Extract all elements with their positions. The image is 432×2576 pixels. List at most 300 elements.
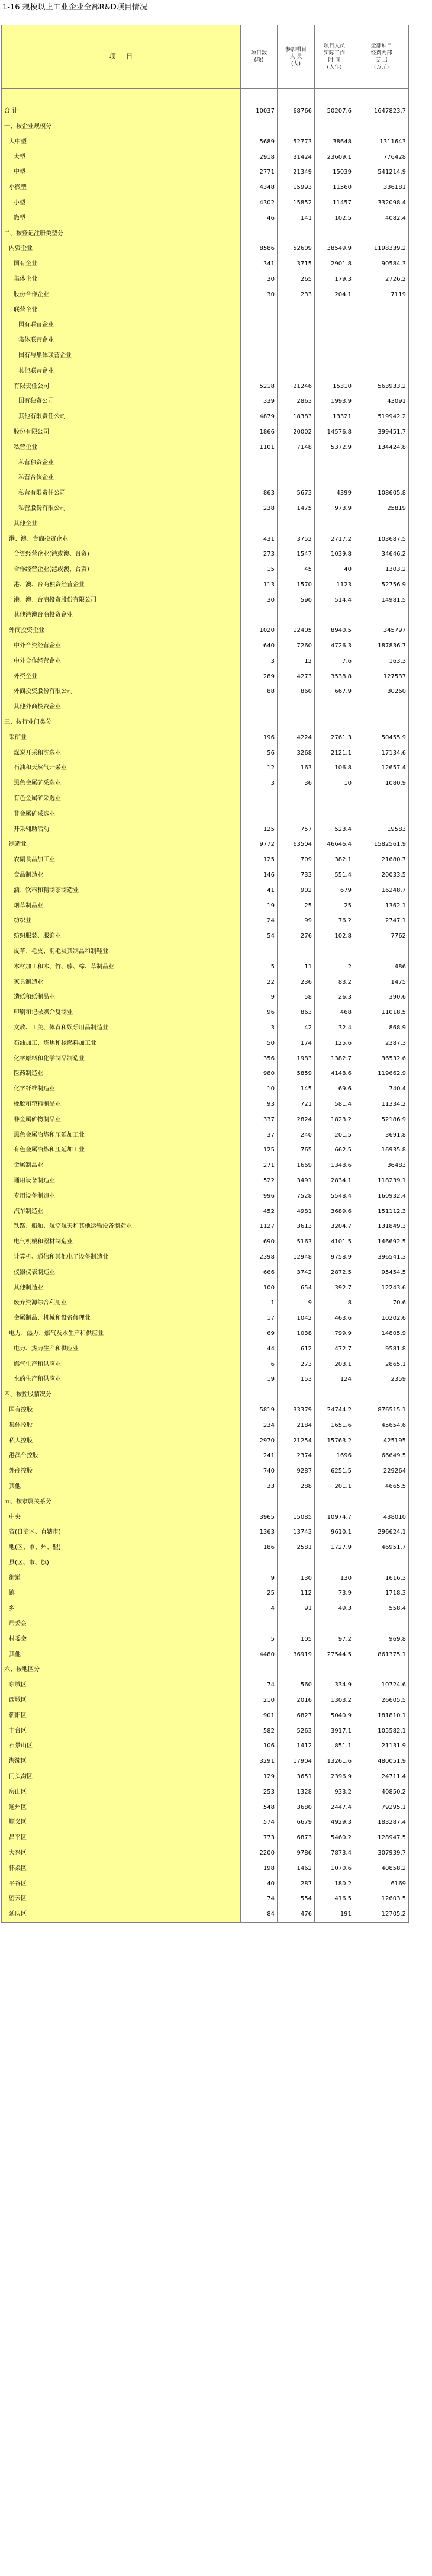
cell-expenditure: 17134.6 <box>354 746 409 761</box>
cell-project-count: 666 <box>241 1265 278 1281</box>
table-row <box>2 654 409 669</box>
section-header-row <box>2 119 409 134</box>
row-label: 采矿业 <box>2 730 241 746</box>
section-header-row <box>2 1387 409 1403</box>
cell-work-time: 2834.1 <box>315 1173 354 1189</box>
header-personnel: 参加项目 人 员 (人) <box>278 25 315 89</box>
section-label: 四、按控股情况分 <box>2 1387 241 1403</box>
spacer-cell <box>241 89 278 104</box>
table-row <box>2 1540 409 1555</box>
cell-expenditure: 14805.9 <box>354 1326 409 1342</box>
table-row <box>2 1250 409 1265</box>
cell-expenditure: 127537 <box>354 669 409 685</box>
cell-expenditure: 519942.2 <box>354 409 409 425</box>
cell-personnel: 2016 <box>278 1693 315 1708</box>
cell-expenditure: 486 <box>354 960 409 975</box>
cell-personnel: 236 <box>278 975 315 990</box>
cell-personnel: 9 <box>278 1295 315 1311</box>
cell-work-time: 32.4 <box>315 1021 354 1036</box>
cell-work-time: 1823.2 <box>315 1112 354 1128</box>
table-row <box>2 256 409 272</box>
cell-project-count <box>241 119 278 134</box>
cell-project-count: 96 <box>241 1005 278 1021</box>
cell-expenditure: 21680.7 <box>354 852 409 868</box>
table-row <box>2 700 409 715</box>
cell-expenditure: 2747.1 <box>354 914 409 929</box>
row-label: 私营独资企业 <box>2 455 241 471</box>
header-row <box>2 25 409 89</box>
cell-work-time: 13261.6 <box>315 1754 354 1769</box>
cell-project-count: 5218 <box>241 379 278 394</box>
cell-expenditure: 12603.5 <box>354 1892 409 1907</box>
cell-expenditure: 345797 <box>354 623 409 639</box>
table-row <box>2 838 409 853</box>
cell-personnel <box>278 608 315 624</box>
cell-work-time: 4101.5 <box>315 1234 354 1250</box>
row-label: 酒、饮料和精制茶制造业 <box>2 883 241 899</box>
cell-project-count: 30 <box>241 287 278 303</box>
cell-expenditure: 40858.2 <box>354 1861 409 1876</box>
row-label: 食品制造业 <box>2 868 241 883</box>
cell-expenditure: 95454.5 <box>354 1265 409 1281</box>
table-row <box>2 1173 409 1189</box>
cell-personnel: 2581 <box>278 1540 315 1555</box>
table-row <box>2 899 409 914</box>
row-label: 私营合伙企业 <box>2 470 241 486</box>
cell-project-count: 12 <box>241 761 278 777</box>
table-row <box>2 333 409 348</box>
cell-expenditure <box>354 517 409 532</box>
row-label: 电力、热力生产和供应业 <box>2 1342 241 1357</box>
cell-project-count <box>241 807 278 822</box>
cell-expenditure: 1718.3 <box>354 1586 409 1602</box>
table-row <box>2 1800 409 1815</box>
cell-work-time: 1039.8 <box>315 547 354 562</box>
table-row <box>2 1616 409 1632</box>
table-row <box>2 1265 409 1281</box>
table-row <box>2 883 409 899</box>
table-row <box>2 562 409 578</box>
row-label: 外商投资企业 <box>2 623 241 639</box>
cell-work-time: 9610.1 <box>315 1525 354 1540</box>
cell-expenditure: 10202.6 <box>354 1311 409 1326</box>
cell-personnel: 36 <box>278 776 315 791</box>
cell-personnel: 7148 <box>278 440 315 455</box>
cell-project-count: 2771 <box>241 165 278 180</box>
cell-project-count: 1866 <box>241 425 278 440</box>
table-row <box>2 593 409 608</box>
cell-work-time: 3204.7 <box>315 1219 354 1234</box>
table-row <box>2 1326 409 1342</box>
cell-work-time: 3689.6 <box>315 1204 354 1220</box>
cell-project-count: 2398 <box>241 1250 278 1265</box>
row-label: 私营有限责任公司 <box>2 486 241 501</box>
cell-project-count: 3 <box>241 1021 278 1036</box>
row-label: 其他有限责任公司 <box>2 409 241 425</box>
cell-personnel: 15852 <box>278 195 315 211</box>
row-label: 外商投资股份有限公司 <box>2 685 241 700</box>
table-row <box>2 1204 409 1220</box>
cell-work-time: 2396.9 <box>315 1769 354 1785</box>
table-row <box>2 852 409 868</box>
cell-project-count: 740 <box>241 1464 278 1479</box>
row-label: 造纸和纸制品业 <box>2 990 241 1006</box>
table-row <box>2 1785 409 1800</box>
table-row <box>2 1815 409 1831</box>
header-item: 项 目 <box>2 25 241 89</box>
cell-personnel: 68766 <box>278 104 315 119</box>
cell-personnel: 7528 <box>278 1189 315 1204</box>
cell-expenditure <box>354 700 409 715</box>
cell-personnel: 105 <box>278 1632 315 1647</box>
cell-personnel <box>278 1616 315 1632</box>
cell-project-count: 773 <box>241 1830 278 1846</box>
table-row <box>2 287 409 303</box>
cell-project-count: 41 <box>241 883 278 899</box>
cell-personnel: 3742 <box>278 1265 315 1281</box>
row-label: 石景山区 <box>2 1739 241 1754</box>
cell-personnel: 265 <box>278 272 315 287</box>
cell-expenditure: 46951.7 <box>354 1540 409 1555</box>
cell-work-time: 679 <box>315 883 354 899</box>
cell-personnel: 709 <box>278 852 315 868</box>
cell-project-count: 30 <box>241 272 278 287</box>
cell-expenditure: 24711.4 <box>354 1769 409 1785</box>
table-row <box>2 317 409 333</box>
cell-work-time: 6251.5 <box>315 1464 354 1479</box>
cell-expenditure: 43091 <box>354 394 409 409</box>
table-row <box>2 1555 409 1571</box>
cell-expenditure: 151112.3 <box>354 1204 409 1220</box>
table-row <box>2 150 409 165</box>
cell-work-time <box>315 715 354 730</box>
cell-work-time: 38648 <box>315 134 354 150</box>
cell-project-count: 234 <box>241 1418 278 1433</box>
row-label: 小微型 <box>2 180 241 195</box>
cell-work-time: 130 <box>315 1571 354 1586</box>
table-row <box>2 180 409 195</box>
row-label: 东城区 <box>2 1677 241 1693</box>
cell-work-time: 799.9 <box>315 1326 354 1342</box>
cell-project-count: 522 <box>241 1173 278 1189</box>
cell-project-count: 113 <box>241 578 278 593</box>
row-label: 港、澳、台商投资股份有限公司 <box>2 593 241 608</box>
cell-expenditure: 10724.6 <box>354 1677 409 1693</box>
cell-personnel: 1475 <box>278 501 315 517</box>
cell-work-time: 73.9 <box>315 1586 354 1602</box>
cell-project-count: 5 <box>241 1632 278 1647</box>
cell-work-time: 2447.4 <box>315 1800 354 1815</box>
cell-expenditure: 70.6 <box>354 1295 409 1311</box>
cell-project-count: 84 <box>241 1907 278 1922</box>
row-label: 文教、工美、体育和娱乐用品制造业 <box>2 1021 241 1036</box>
cell-personnel: 5859 <box>278 1067 315 1082</box>
cell-project-count: 25 <box>241 1586 278 1602</box>
header-project-count: 项目数 (项) <box>241 25 278 89</box>
cell-expenditure <box>354 470 409 486</box>
cell-personnel: 2824 <box>278 1112 315 1128</box>
cell-expenditure: 399451.7 <box>354 425 409 440</box>
cell-project-count: 46 <box>241 211 278 226</box>
row-label: 私营企业 <box>2 440 241 455</box>
table-row <box>2 501 409 517</box>
cell-personnel: 1669 <box>278 1158 315 1173</box>
table-row <box>2 639 409 654</box>
cell-personnel: 3651 <box>278 1769 315 1785</box>
cell-expenditure: 1647823.7 <box>354 104 409 119</box>
cell-project-count: 980 <box>241 1067 278 1082</box>
cell-expenditure: 425195 <box>354 1433 409 1449</box>
cell-work-time: 69.6 <box>315 1082 354 1097</box>
section-label: 三、按行业门类分 <box>2 715 241 730</box>
cell-work-time: 1070.6 <box>315 1861 354 1876</box>
cell-expenditure: 563933.2 <box>354 379 409 394</box>
cell-project-count: 2970 <box>241 1433 278 1449</box>
cell-project-count: 863 <box>241 486 278 501</box>
cell-work-time <box>315 455 354 471</box>
cell-work-time: 1382.7 <box>315 1051 354 1067</box>
cell-project-count <box>241 791 278 807</box>
cell-expenditure <box>354 715 409 730</box>
table-body <box>2 89 409 1923</box>
row-label: 其他外商投资企业 <box>2 700 241 715</box>
row-label: 仪器仪表制造业 <box>2 1265 241 1281</box>
table-row <box>2 409 409 425</box>
cell-work-time: 581.4 <box>315 1097 354 1112</box>
table-row <box>2 486 409 501</box>
cell-personnel: 52773 <box>278 134 315 150</box>
cell-project-count: 30 <box>241 593 278 608</box>
cell-project-count: 431 <box>241 532 278 547</box>
cell-work-time: 50207.6 <box>315 104 354 119</box>
section-label: 六、按地区分 <box>2 1663 241 1678</box>
row-label: 外商控股 <box>2 1464 241 1479</box>
cell-expenditure: 105582.1 <box>354 1724 409 1739</box>
cell-work-time <box>315 1387 354 1403</box>
row-label: 专用设备制造业 <box>2 1189 241 1204</box>
table-row <box>2 776 409 791</box>
cell-expenditure: 14981.5 <box>354 593 409 608</box>
cell-expenditure: 396541.3 <box>354 1250 409 1265</box>
table-row <box>2 241 409 256</box>
row-label: 电气机械和器材制造业 <box>2 1234 241 1250</box>
table-row <box>2 455 409 471</box>
cell-personnel: 7260 <box>278 639 315 654</box>
cell-project-count <box>241 455 278 471</box>
row-label: 合作经营企业(港或澳、台资) <box>2 562 241 578</box>
table-row <box>2 960 409 975</box>
cell-work-time: 8940.5 <box>315 623 354 639</box>
cell-personnel <box>278 715 315 730</box>
cell-work-time: 23609.1 <box>315 150 354 165</box>
table-row <box>2 746 409 761</box>
cell-project-count: 1020 <box>241 623 278 639</box>
cell-personnel: 654 <box>278 1281 315 1296</box>
cell-work-time: 382.1 <box>315 852 354 868</box>
cell-expenditure <box>354 791 409 807</box>
cell-personnel <box>278 455 315 471</box>
cell-expenditure: 1582561.9 <box>354 838 409 853</box>
cell-personnel: 12405 <box>278 623 315 639</box>
cell-personnel: 12 <box>278 654 315 669</box>
row-label: 延庆区 <box>2 1907 241 1922</box>
cell-expenditure <box>354 1494 409 1510</box>
cell-work-time: 27544.5 <box>315 1647 354 1663</box>
table-row <box>2 1601 409 1616</box>
table-row <box>2 578 409 593</box>
cell-project-count <box>241 333 278 348</box>
cell-expenditure <box>354 608 409 624</box>
cell-personnel: 733 <box>278 868 315 883</box>
row-label: 国有独资公司 <box>2 394 241 409</box>
cell-personnel: 141 <box>278 211 315 226</box>
cell-personnel: 757 <box>278 822 315 838</box>
cell-work-time: 40 <box>315 562 354 578</box>
cell-expenditure: 12705.2 <box>354 1907 409 1922</box>
cell-personnel: 273 <box>278 1357 315 1372</box>
table-row <box>2 1189 409 1204</box>
cell-work-time: 472.7 <box>315 1342 354 1357</box>
cell-expenditure: 45654.6 <box>354 1418 409 1433</box>
row-label: 大兴区 <box>2 1846 241 1861</box>
section-label: 二、按登记注册类型分 <box>2 226 241 242</box>
cell-work-time: 125.6 <box>315 1036 354 1051</box>
row-label: 其他港澳台商投资企业 <box>2 608 241 624</box>
cell-work-time: 13321 <box>315 409 354 425</box>
cell-project-count: 2200 <box>241 1846 278 1861</box>
cell-project-count: 901 <box>241 1708 278 1724</box>
cell-project-count: 100 <box>241 1281 278 1296</box>
cell-expenditure: 66649.5 <box>354 1448 409 1464</box>
cell-work-time: 973.9 <box>315 501 354 517</box>
row-label: 中型 <box>2 165 241 180</box>
cell-expenditure: 12243.6 <box>354 1281 409 1296</box>
table-row <box>2 1586 409 1602</box>
cell-personnel <box>278 517 315 532</box>
cell-project-count: 3 <box>241 776 278 791</box>
cell-personnel: 288 <box>278 1479 315 1494</box>
cell-project-count: 19 <box>241 899 278 914</box>
cell-project-count: 93 <box>241 1097 278 1112</box>
table-row <box>2 1677 409 1693</box>
cell-personnel: 765 <box>278 1143 315 1158</box>
cell-project-count: 5689 <box>241 134 278 150</box>
cell-expenditure: 160932.4 <box>354 1189 409 1204</box>
table-row <box>2 685 409 700</box>
cell-work-time: 5372.9 <box>315 440 354 455</box>
cell-expenditure: 438010 <box>354 1510 409 1525</box>
cell-work-time: 5548.4 <box>315 1189 354 1204</box>
cell-expenditure: 119662.9 <box>354 1067 409 1082</box>
cell-work-time: 25 <box>315 899 354 914</box>
table-row <box>2 1525 409 1540</box>
row-label: 门头沟区 <box>2 1769 241 1785</box>
table-row <box>2 1311 409 1326</box>
cell-work-time: 667.9 <box>315 685 354 700</box>
cell-work-time: 7873.4 <box>315 1846 354 1861</box>
row-label: 农副食品加工业 <box>2 852 241 868</box>
cell-work-time <box>315 700 354 715</box>
cell-project-count: 19 <box>241 1372 278 1387</box>
cell-work-time <box>315 364 354 379</box>
cell-project-count: 582 <box>241 1724 278 1739</box>
cell-work-time <box>315 517 354 532</box>
cell-expenditure: 1362.1 <box>354 899 409 914</box>
cell-work-time <box>315 1555 354 1571</box>
cell-project-count: 88 <box>241 685 278 700</box>
cell-work-time: 46646.4 <box>315 838 354 853</box>
row-label: 国有企业 <box>2 256 241 272</box>
cell-personnel: 36919 <box>278 1647 315 1663</box>
row-label: 国有控股 <box>2 1403 241 1418</box>
cell-project-count: 996 <box>241 1189 278 1204</box>
table-row <box>2 975 409 990</box>
row-label: 金属制品、机械和设备修理业 <box>2 1311 241 1326</box>
cell-personnel: 240 <box>278 1128 315 1143</box>
cell-project-count: 186 <box>241 1540 278 1555</box>
cell-expenditure: 4665.5 <box>354 1479 409 1494</box>
cell-work-time: 5460.2 <box>315 1830 354 1846</box>
cell-project-count <box>241 608 278 624</box>
cell-personnel: 9786 <box>278 1846 315 1861</box>
cell-project-count <box>241 1387 278 1403</box>
cell-work-time <box>315 1663 354 1678</box>
cell-personnel: 5673 <box>278 486 315 501</box>
cell-expenditure: 9581.8 <box>354 1342 409 1357</box>
cell-personnel: 3268 <box>278 746 315 761</box>
cell-work-time <box>315 119 354 134</box>
page-title: 1-16 规模以上工业企业全部R&D项目情况 <box>2 3 147 12</box>
cell-personnel: 3715 <box>278 256 315 272</box>
cell-personnel: 52609 <box>278 241 315 256</box>
cell-project-count: 15 <box>241 562 278 578</box>
table-row <box>2 822 409 838</box>
cell-project-count: 1 <box>241 1295 278 1311</box>
cell-project-count: 4348 <box>241 180 278 195</box>
cell-personnel: 4981 <box>278 1204 315 1220</box>
cell-personnel: 590 <box>278 593 315 608</box>
cell-project-count: 574 <box>241 1815 278 1831</box>
cell-personnel: 1328 <box>278 1785 315 1800</box>
cell-work-time <box>315 807 354 822</box>
cell-work-time: 2717.2 <box>315 532 354 547</box>
cell-work-time: 2121.1 <box>315 746 354 761</box>
cell-work-time: 83.2 <box>315 975 354 990</box>
cell-project-count: 1101 <box>241 440 278 455</box>
cell-expenditure: 2387.3 <box>354 1036 409 1051</box>
row-label: 股份有限公司 <box>2 425 241 440</box>
row-label: 集体联营企业 <box>2 333 241 348</box>
table-row <box>2 211 409 226</box>
table-row <box>2 440 409 455</box>
cell-personnel: 31424 <box>278 150 315 165</box>
cell-personnel: 45 <box>278 562 315 578</box>
cell-expenditure: 969.8 <box>354 1632 409 1647</box>
cell-project-count: 22 <box>241 975 278 990</box>
cell-expenditure: 16248.7 <box>354 883 409 899</box>
cell-expenditure: 1311643 <box>354 134 409 150</box>
cell-expenditure: 7119 <box>354 287 409 303</box>
row-label: 橡胶和塑料制品业 <box>2 1097 241 1112</box>
cell-project-count: 9 <box>241 1571 278 1586</box>
row-label: 私营股份有限公司 <box>2 501 241 517</box>
row-label: 联营企业 <box>2 303 241 318</box>
cell-work-time: 11457 <box>315 195 354 211</box>
cell-personnel: 1983 <box>278 1051 315 1067</box>
table-row <box>2 1219 409 1234</box>
cell-personnel: 5263 <box>278 1724 315 1739</box>
cell-expenditure: 131849.3 <box>354 1219 409 1234</box>
